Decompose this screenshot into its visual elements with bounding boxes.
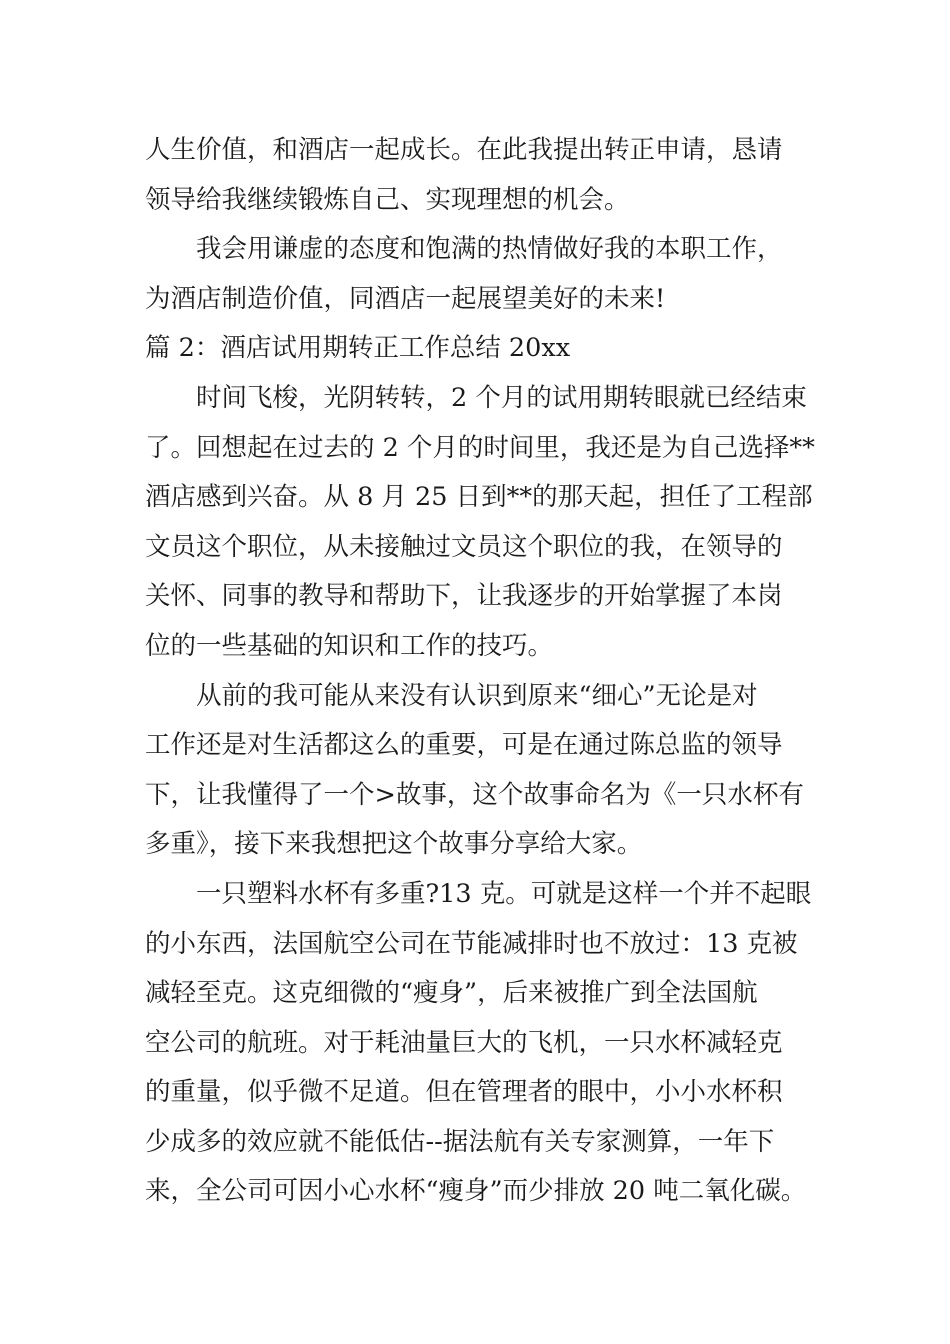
text-line: 酒店感到兴奋。从 8 月 25 日到**的那天起，担任了工程部 — [145, 482, 813, 513]
text-line: 空公司的航班。对于耗油量巨大的飞机，一只水杯减轻克 — [145, 1027, 783, 1058]
text-line: 位的一些基础的知识和工作的技巧。 — [145, 630, 554, 661]
text-line: 领导给我继续锻炼自己、实现理想的机会。 — [145, 184, 630, 215]
text-line: 来，全公司可因小心水杯“瘦身”而少排放 20 吨二氧化碳。 — [145, 1176, 807, 1207]
text-line: 我会用谦虚的态度和饱满的热情做好我的本职工作， — [196, 234, 783, 265]
text-line: 了。回想起在过去的 2 个月的时间里，我还是为自己选择** — [145, 432, 815, 463]
text-line: 关怀、同事的教导和帮助下，让我逐步的开始掌握了本岗 — [145, 581, 783, 612]
section-heading: 篇 2：酒店试用期转正工作总结 20xx — [145, 333, 571, 364]
text-line: 减轻至克。这克细微的“瘦身”，后来被推广到全法国航 — [145, 978, 758, 1009]
text-line: 工作还是对生活都这么的重要，可是在通过陈总监的领导 — [145, 730, 783, 761]
text-line: 多重》，接下来我想把这个故事分享给大家。 — [145, 829, 643, 860]
text-line: 文员这个职位，从未接触过文员这个职位的我，在领导的 — [145, 531, 783, 562]
text-line: 少成多的效应就不能低估--据法航有关专家测算，一年下 — [145, 1126, 775, 1157]
text-line: 人生价值，和酒店一起成长。在此我提出转正申请，恳请 — [145, 135, 783, 165]
text-line: 的重量，似乎微不足道。但在管理者的眼中，小小水杯积 — [145, 1077, 783, 1108]
text-line: 从前的我可能从来没有认识到原来“细心”无论是对 — [196, 680, 758, 711]
document-body — [145, 126, 825, 1217]
text-line: 为酒店制造价值，同酒店一起展望美好的未来! — [145, 283, 666, 314]
text-line: 的小东西，法国航空公司在节能减排时也不放过：13 克被 — [145, 928, 798, 959]
text-line: 时间飞梭，光阴转转，2 个月的试用期转眼就已经结束 — [196, 382, 807, 413]
text-line: 下，让我懂得了一个>故事，这个故事命名为《一只水杯有 — [145, 779, 804, 810]
text-line: 一只塑料水杯有多重?13 克。可就是这样一个并不起眼 — [196, 878, 812, 909]
